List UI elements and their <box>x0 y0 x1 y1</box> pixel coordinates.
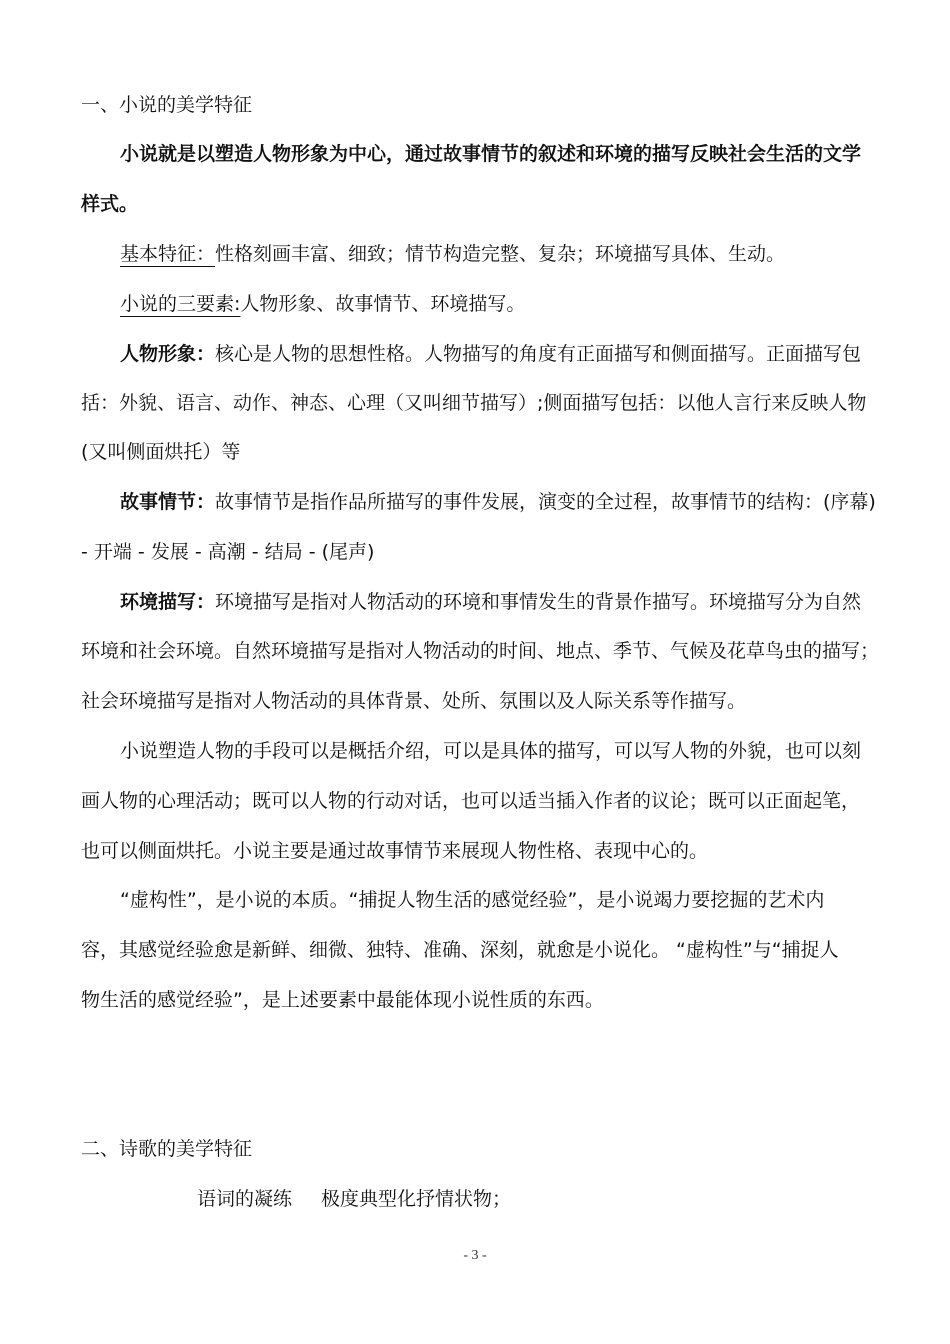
basic-features-paragraph <box>120 241 785 267</box>
character-text-1: 核心是人物的思想性格。人物描写的角度有正面描写和侧面描写。正面描写包 <box>215 343 862 365</box>
environment-line-1 <box>120 589 861 615</box>
poetry-item-text: 极度典型化抒情状物； <box>321 1188 512 1210</box>
fiction-line-3: 物生活的感觉经验”，是上述要素中最能体现小说性质的东西。 <box>81 989 604 1011</box>
basic-features-text: 性格刻画丰富、细致；情节构造完整、复杂；环境描写具体、生动。 <box>215 243 786 265</box>
means-line-1: 小说塑造人物的手段可以是概括介绍，可以是具体的描写，可以写人物的外貌，也可以刻 <box>120 740 862 762</box>
plot-line-2: - 开端 - 发展 - 高潮 - 结局 - (尾声) <box>81 541 375 563</box>
plot-label: 故事情节： <box>120 491 216 513</box>
character-line-2: 括：外貌、语言、动作、神态、心理（又叫细节描写）;侧面描写包括：以他人言行来反映人物 <box>81 392 867 414</box>
poetry-item-label: 语词的凝练 <box>197 1188 293 1210</box>
environment-label: 环境描写： <box>120 591 216 613</box>
environment-line-2: 环境和社会环境。自然环境描写是指对人物活动的时间、地点、季节、气候及花草鸟虫的描写； <box>81 640 880 662</box>
section2-heading: 二、诗歌的美学特征 <box>81 1138 253 1160</box>
character-line-1 <box>120 341 861 367</box>
fiction-line-1: “虚构性”，是小说的本质。“捕捉人物生活的感觉经验”，是小说竭力要挖掘的艺术内 <box>120 889 825 911</box>
basic-features-label: 基本特征： <box>120 243 216 265</box>
environment-line-3: 社会环境描写是指对人物活动的具体背景、处所、氛围以及人际关系等作描写。 <box>81 690 747 712</box>
definition-line-1: 小说就是以塑造人物形象为中心，通过故事情节的叙述和环境的描写反映社会生活的文学 <box>120 143 862 165</box>
three-elements-paragraph <box>120 291 525 317</box>
fiction-line-2: 容，其感觉经验愈是新鲜、细微、独特、准确、深刻，就愈是小说化。 “虚构性”与“捕捉人 <box>81 939 839 961</box>
three-elements-text: 人物形象、故事情节、环境描写。 <box>240 293 526 315</box>
character-line-3: (又叫侧面烘托）等 <box>81 441 241 463</box>
page-number: - 3 - <box>463 1248 487 1263</box>
environment-text-1: 环境描写是指对人物活动的环境和事情发生的背景作描写。环境描写分为自然 <box>215 591 862 613</box>
three-elements-label: 小说的三要素: <box>120 293 241 315</box>
section1-heading: 一、小说的美学特征 <box>81 94 253 116</box>
means-line-3: 也可以侧面烘托。小说主要是通过故事情节来展现人物性格、表现中心的。 <box>81 840 709 862</box>
means-line-2: 画人物的心理活动；既可以人物的行动对话，也可以适当插入作者的议论；既可以正面起笔， <box>81 790 861 812</box>
definition-line-2: 样式。 <box>81 193 139 215</box>
plot-text-1: 故事情节是指作品所描写的事件发展，演变的全过程，故事情节的结构：(序幕) <box>215 491 876 513</box>
character-label: 人物形象： <box>120 343 216 365</box>
plot-line-1 <box>120 489 876 515</box>
